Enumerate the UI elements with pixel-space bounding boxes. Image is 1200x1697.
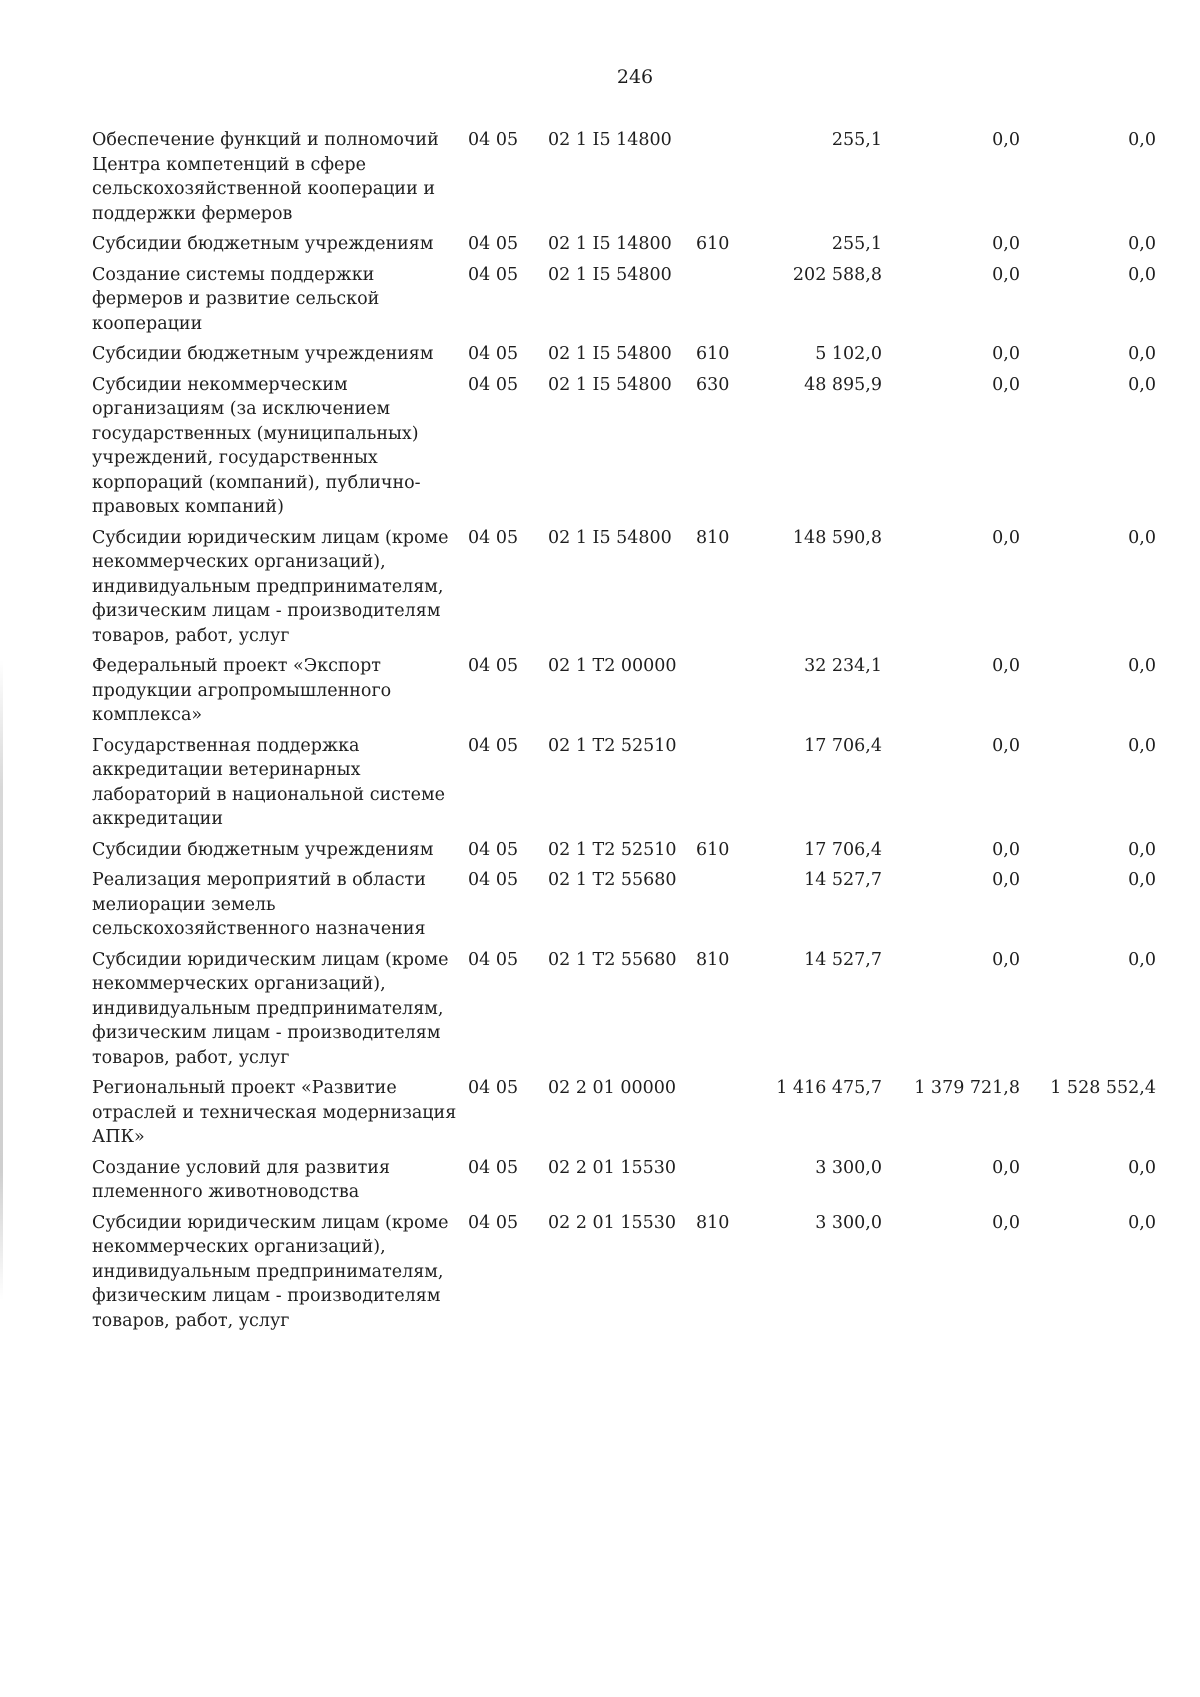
row-amount-year3: 0,0 bbox=[1128, 1212, 1156, 1233]
row-amount-year3: 0,0 bbox=[1128, 234, 1156, 254]
row-target-code: 02 1 T2 55680 bbox=[548, 870, 677, 890]
row-expense-code: 610 bbox=[696, 234, 730, 254]
row-amount-year1: 17 706,4 bbox=[804, 839, 882, 860]
budget-table-body bbox=[92, 128, 1156, 1339]
row-section-code: 04 05 bbox=[468, 130, 519, 150]
row-amount-year2: 0,0 bbox=[992, 374, 1020, 395]
row-target-code: 02 1 I5 14800 bbox=[548, 234, 672, 254]
row-section-code: 04 05 bbox=[468, 870, 519, 890]
table-row bbox=[92, 1211, 1156, 1340]
row-name: Субсидии юридическим лицам (кроме некоммерческих организаций), индивидуальным предпринимателям, физическим лицам - производителям товаров, работ, услуг bbox=[92, 949, 449, 1068]
row-amount-year3: 0,0 bbox=[1128, 344, 1156, 364]
row-amount-year2: 0,0 bbox=[992, 130, 1020, 150]
row-section-code: 04 05 bbox=[468, 234, 519, 254]
row-section-code: 04 05 bbox=[468, 949, 519, 970]
row-amount-year1: 14 527,7 bbox=[804, 949, 882, 970]
row-name: Федеральный проект «Экспорт продукции агропромышленного комплекса» bbox=[92, 656, 392, 725]
row-amount-year3: 0,0 bbox=[1128, 130, 1156, 150]
row-amount-year2: 1 379 721,8 bbox=[914, 1078, 1020, 1098]
table-row bbox=[92, 263, 1156, 343]
row-section-code: 04 05 bbox=[468, 527, 519, 548]
table-row bbox=[92, 342, 1156, 373]
table-row bbox=[92, 868, 1156, 948]
row-amount-year1: 3 300,0 bbox=[815, 1212, 882, 1233]
table-row bbox=[92, 373, 1156, 526]
budget-table bbox=[92, 128, 1156, 1339]
table-row bbox=[92, 734, 1156, 838]
row-expense-code bbox=[696, 868, 752, 948]
row-amount-year2: 0,0 bbox=[992, 1157, 1020, 1178]
row-target-code: 02 1 T2 00000 bbox=[548, 656, 677, 676]
row-amount-year3: 0,0 bbox=[1128, 374, 1156, 395]
row-name: Обеспечение функций и полномочий Центра компетенций в сфере сельскохозяйственной кооперации и поддержки фермеров bbox=[92, 130, 439, 224]
table-row bbox=[92, 526, 1156, 655]
table-row bbox=[92, 1156, 1156, 1211]
row-target-code: 02 2 01 15530 bbox=[548, 1157, 677, 1178]
row-target-code: 02 2 01 00000 bbox=[548, 1078, 677, 1098]
row-amount-year3: 1 528 552,4 bbox=[1050, 1078, 1156, 1098]
row-name: Создание системы поддержки фермеров и развитие сельской кооперации bbox=[92, 264, 380, 334]
row-amount-year1: 5 102,0 bbox=[815, 344, 882, 364]
row-expense-code: 810 bbox=[696, 949, 730, 970]
row-amount-year3: 0,0 bbox=[1128, 735, 1156, 756]
row-name: Субсидии юридическим лицам (кроме некоммерческих организаций), индивидуальным предпринимателям, физическим лицам - производителям товаров, работ, услуг bbox=[92, 527, 449, 646]
row-amount-year1: 1 416 475,7 bbox=[776, 1078, 882, 1098]
row-amount-year2: 0,0 bbox=[992, 949, 1020, 970]
row-amount-year1: 148 590,8 bbox=[792, 527, 882, 548]
row-amount-year3: 0,0 bbox=[1128, 527, 1156, 548]
row-section-code: 04 05 bbox=[468, 344, 519, 364]
row-section-code: 04 05 bbox=[468, 1157, 519, 1178]
table-row bbox=[92, 128, 1156, 232]
row-amount-year1: 202 588,8 bbox=[792, 264, 882, 285]
row-name: Субсидии некоммерческим организациям (за исключением государственных (муниципальных) учреждений, государственных корпораций (компаний), публично-правовых компаний) bbox=[92, 374, 421, 517]
row-amount-year3: 0,0 bbox=[1128, 656, 1156, 676]
row-target-code: 02 1 T2 52510 bbox=[548, 735, 677, 756]
row-amount-year2: 0,0 bbox=[992, 344, 1020, 364]
row-amount-year1: 17 706,4 bbox=[804, 735, 882, 756]
row-amount-year2: 0,0 bbox=[992, 735, 1020, 756]
row-amount-year2: 0,0 bbox=[992, 656, 1020, 676]
row-name: Государственная поддержка аккредитации ветеринарных лабораторий в национальной системе аккредитации bbox=[92, 735, 445, 829]
table-row bbox=[92, 232, 1156, 263]
row-expense-code bbox=[696, 128, 752, 232]
row-amount-year2: 0,0 bbox=[992, 1212, 1020, 1233]
row-expense-code: 810 bbox=[696, 527, 730, 548]
row-name: Субсидии юридическим лицам (кроме некоммерческих организаций), индивидуальным предпринимателям, физическим лицам - производителям товаров, работ, услуг bbox=[92, 1212, 449, 1331]
row-target-code: 02 1 I5 54800 bbox=[548, 527, 672, 548]
row-expense-code: 810 bbox=[696, 1212, 730, 1233]
row-amount-year1: 255,1 bbox=[831, 130, 882, 150]
row-name: Региональный проект «Развитие отраслей и техническая модернизация АПК» bbox=[92, 1078, 457, 1147]
row-expense-code bbox=[696, 734, 752, 838]
row-target-code: 02 1 I5 54800 bbox=[548, 264, 672, 285]
row-target-code: 02 1 I5 14800 bbox=[548, 130, 672, 150]
row-amount-year1: 48 895,9 bbox=[804, 374, 882, 395]
table-row bbox=[92, 1076, 1156, 1156]
row-section-code: 04 05 bbox=[468, 839, 519, 860]
row-expense-code: 630 bbox=[696, 374, 730, 395]
row-target-code: 02 1 T2 52510 bbox=[548, 839, 677, 860]
row-amount-year2: 0,0 bbox=[992, 234, 1020, 254]
row-expense-code bbox=[696, 654, 752, 734]
row-expense-code: 610 bbox=[696, 839, 730, 860]
page-number: 246 bbox=[616, 66, 654, 88]
row-expense-code: 610 bbox=[696, 344, 730, 364]
row-amount-year1: 3 300,0 bbox=[815, 1157, 882, 1178]
table-row bbox=[92, 654, 1156, 734]
scan-edge-shadow bbox=[0, 660, 3, 1300]
row-expense-code bbox=[696, 263, 752, 343]
row-section-code: 04 05 bbox=[468, 1212, 519, 1233]
row-amount-year3: 0,0 bbox=[1128, 870, 1156, 890]
row-section-code: 04 05 bbox=[468, 1078, 519, 1098]
row-name: Субсидии бюджетным учреждениям bbox=[92, 839, 434, 860]
row-amount-year3: 0,0 bbox=[1128, 839, 1156, 860]
row-section-code: 04 05 bbox=[468, 374, 519, 395]
row-target-code: 02 1 I5 54800 bbox=[548, 344, 672, 364]
row-expense-code bbox=[696, 1156, 752, 1211]
table-row bbox=[92, 838, 1156, 869]
row-amount-year3: 0,0 bbox=[1128, 1157, 1156, 1178]
row-amount-year1: 32 234,1 bbox=[804, 656, 882, 676]
table-row bbox=[92, 948, 1156, 1077]
row-target-code: 02 1 T2 55680 bbox=[548, 949, 677, 970]
row-amount-year3: 0,0 bbox=[1128, 264, 1156, 285]
row-section-code: 04 05 bbox=[468, 656, 519, 676]
row-target-code: 02 2 01 15530 bbox=[548, 1212, 677, 1233]
row-amount-year1: 255,1 bbox=[831, 234, 882, 254]
row-name: Реализация мероприятий в области мелиорации земель сельскохозяйственного назначения bbox=[92, 870, 426, 939]
row-name: Субсидии бюджетным учреждениям bbox=[92, 344, 434, 364]
row-amount-year2: 0,0 bbox=[992, 870, 1020, 890]
row-amount-year3: 0,0 bbox=[1128, 949, 1156, 970]
row-section-code: 04 05 bbox=[468, 735, 519, 756]
row-amount-year2: 0,0 bbox=[992, 839, 1020, 860]
row-amount-year2: 0,0 bbox=[992, 264, 1020, 285]
row-expense-code bbox=[696, 1076, 752, 1156]
row-name: Субсидии бюджетным учреждениям bbox=[92, 234, 434, 254]
row-target-code: 02 1 I5 54800 bbox=[548, 374, 672, 395]
row-section-code: 04 05 bbox=[468, 264, 519, 285]
row-name: Создание условий для развития племенного животноводства bbox=[92, 1157, 390, 1202]
row-amount-year1: 14 527,7 bbox=[804, 870, 882, 890]
row-amount-year2: 0,0 bbox=[992, 527, 1020, 548]
